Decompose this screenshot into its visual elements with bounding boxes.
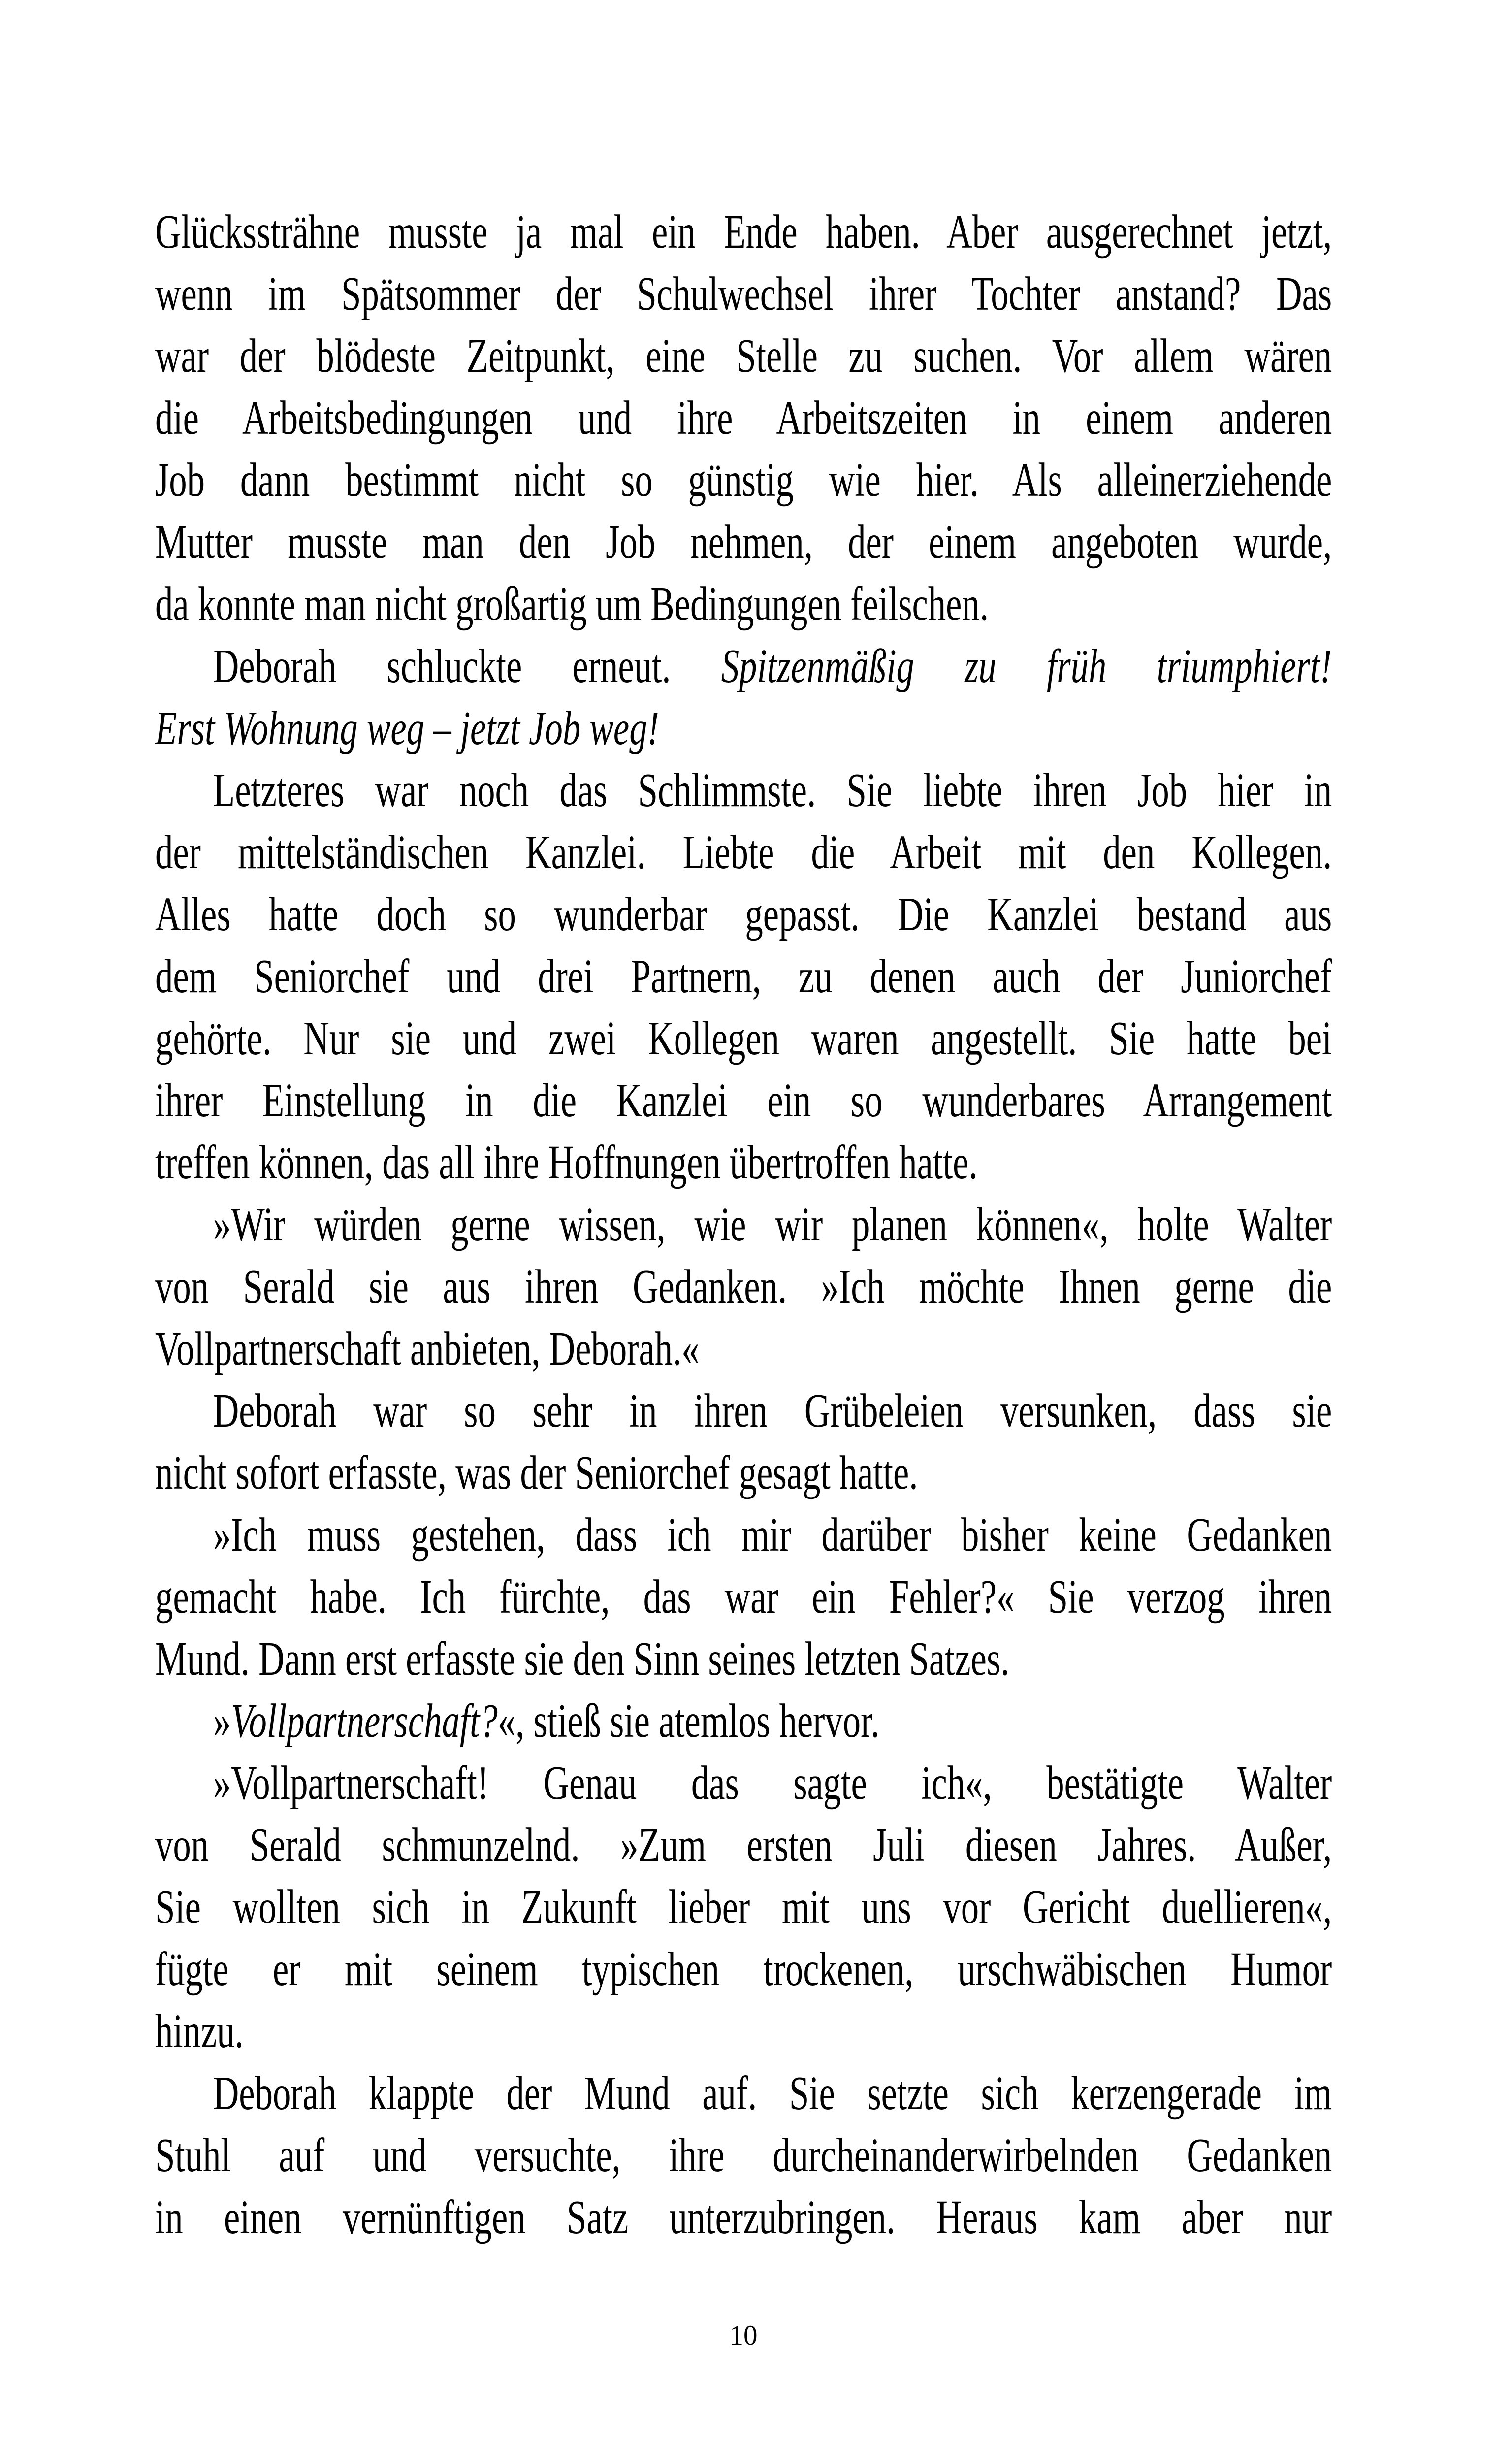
text-segment: nicht sofort erfasste, was der Seniorchef gesagt hatte. <box>155 1446 918 1499</box>
paragraph <box>155 1380 1332 1504</box>
text-line <box>155 387 1332 449</box>
text-segment: Deborah schluckte erneut. <box>213 640 721 692</box>
text-segment: Letzteres war noch das Schlimmste. Sie liebte ihren Job hier in <box>213 764 1332 816</box>
text-line <box>155 1380 1332 1442</box>
text-line <box>155 1566 1332 1628</box>
text-line <box>155 1814 1332 1876</box>
text-line <box>155 1318 1332 1380</box>
text-line <box>155 1256 1332 1318</box>
text-line <box>155 759 1332 821</box>
text-line <box>155 1194 1332 1256</box>
text-segment: »Vollpartnerschaft! Genau das sagte ich«, bestätigte Walter <box>213 1757 1332 1809</box>
paragraph <box>155 759 1332 1194</box>
text-line <box>155 1876 1332 1938</box>
paragraph <box>155 1504 1332 1690</box>
text-segment: ihrer Einstellung in die Kanzlei ein so wunderbares Arrangement <box>155 1074 1332 1127</box>
text-line <box>155 1132 1332 1194</box>
text-segment: gemacht habe. Ich fürchte, das war ein Fehler?« Sie verzog ihren <box>155 1570 1332 1623</box>
text-line <box>155 201 1332 263</box>
text-segment: Mund. Dann erst erfasste sie den Sinn seines letzten Satzes. <box>155 1632 1010 1685</box>
text-segment: war der blödeste Zeitpunkt, eine Stelle zu suchen. Vor allem wären <box>155 329 1332 382</box>
text-segment: von Serald schmunzelnd. »Zum ersten Juli diesen Jahres. Außer, <box>155 1819 1332 1871</box>
text-line <box>155 883 1332 945</box>
text-segment: Sie wollten sich in Zukunft lieber mit uns vor Gericht duellieren«, <box>155 1881 1332 1933</box>
text-line <box>155 449 1332 511</box>
text-line <box>155 1938 1332 2000</box>
text-segment: fügte er mit seinem typischen trockenen, urschwäbischen Humor <box>155 1943 1332 1995</box>
text-segment: Mutter musste man den Job nehmen, der einem angeboten wurde, <box>155 516 1332 568</box>
text-segment: Vollpartnerschaft anbieten, Deborah.« <box>155 1322 700 1375</box>
text-segment: »Wir würden gerne wissen, wie wir planen können«, holte Walter <box>213 1198 1332 1251</box>
page-number: 10 <box>729 2320 758 2351</box>
text-segment: Deborah war so sehr in ihren Grübeleien versunken, dass sie <box>213 1384 1332 1437</box>
text-segment: von Serald sie aus ihren Gedanken. »Ich möchte Ihnen gerne die <box>155 1260 1332 1313</box>
text-segment: in einen vernünftigen Satz unterzubringen. Heraus kam aber nur <box>155 2191 1332 2244</box>
text-segment: treffen können, das all ihre Hoffnungen übertroffen hatte. <box>155 1136 978 1189</box>
text-line <box>155 325 1332 387</box>
text-line <box>155 697 1332 759</box>
body-text <box>155 201 1332 2248</box>
text-line <box>155 511 1332 573</box>
text-segment: dem Seniorchef und drei Partnern, zu denen auch der Juniorchef <box>155 950 1332 1003</box>
text-segment: »Ich muss gestehen, dass ich mir darüber bisher keine Gedanken <box>213 1508 1332 1561</box>
text-line <box>155 1628 1332 1690</box>
text-line <box>155 2186 1332 2248</box>
text-segment: die Arbeitsbedingungen und ihre Arbeitszeiten in einem anderen <box>155 391 1332 444</box>
paragraph <box>155 2062 1332 2248</box>
text-line <box>155 1070 1332 1132</box>
italic-text-segment: Spitzenmäßig zu früh triumphiert! <box>721 640 1332 692</box>
paragraph <box>155 635 1332 759</box>
italic-text-segment: Vollpartnerschaft? <box>231 1694 498 1747</box>
text-segment: Alles hatte doch so wunderbar gepasst. Die Kanzlei bestand aus <box>155 888 1332 941</box>
text-segment: Glückssträhne musste ja mal ein Ende haben. Aber ausgerechnet jetzt, <box>155 205 1332 258</box>
text-segment: da konnte man nicht großartig um Bedingungen feilschen. <box>155 578 989 630</box>
text-line <box>155 573 1332 635</box>
text-line <box>155 1008 1332 1070</box>
text-line <box>155 635 1332 697</box>
text-line <box>155 821 1332 883</box>
text-segment: gehörte. Nur sie und zwei Kollegen waren angestellt. Sie hatte bei <box>155 1012 1332 1065</box>
paragraph <box>155 201 1332 635</box>
text-line <box>155 1690 1332 1752</box>
text-line <box>155 1442 1332 1504</box>
text-segment: » <box>213 1694 231 1747</box>
text-segment: wenn im Spätsommer der Schulwechsel ihrer Tochter anstand? Das <box>155 267 1332 320</box>
paragraph <box>155 1752 1332 2062</box>
text-line <box>155 2062 1332 2124</box>
paragraph <box>155 1690 1332 1752</box>
text-line <box>155 2000 1332 2062</box>
text-line <box>155 2124 1332 2186</box>
paragraph <box>155 1194 1332 1380</box>
text-line <box>155 945 1332 1008</box>
text-segment: Job dann bestimmt nicht so günstig wie hier. Als alleinerziehende <box>155 454 1332 506</box>
text-segment: der mittelständischen Kanzlei. Liebte die Arbeit mit den Kollegen. <box>155 826 1332 879</box>
text-line <box>155 263 1332 325</box>
text-segment: «, stieß sie atemlos hervor. <box>497 1694 880 1747</box>
text-segment: Deborah klappte der Mund auf. Sie setzte sich kerzengerade im <box>213 2067 1332 2119</box>
text-segment: Stuhl auf und versuchte, ihre durcheinanderwirbelnden Gedanken <box>155 2129 1332 2182</box>
text-line <box>155 1504 1332 1566</box>
italic-text-segment: Erst Wohnung weg – jetzt Job weg! <box>155 702 659 754</box>
text-segment: hinzu. <box>155 2005 244 2057</box>
text-line <box>155 1752 1332 1814</box>
